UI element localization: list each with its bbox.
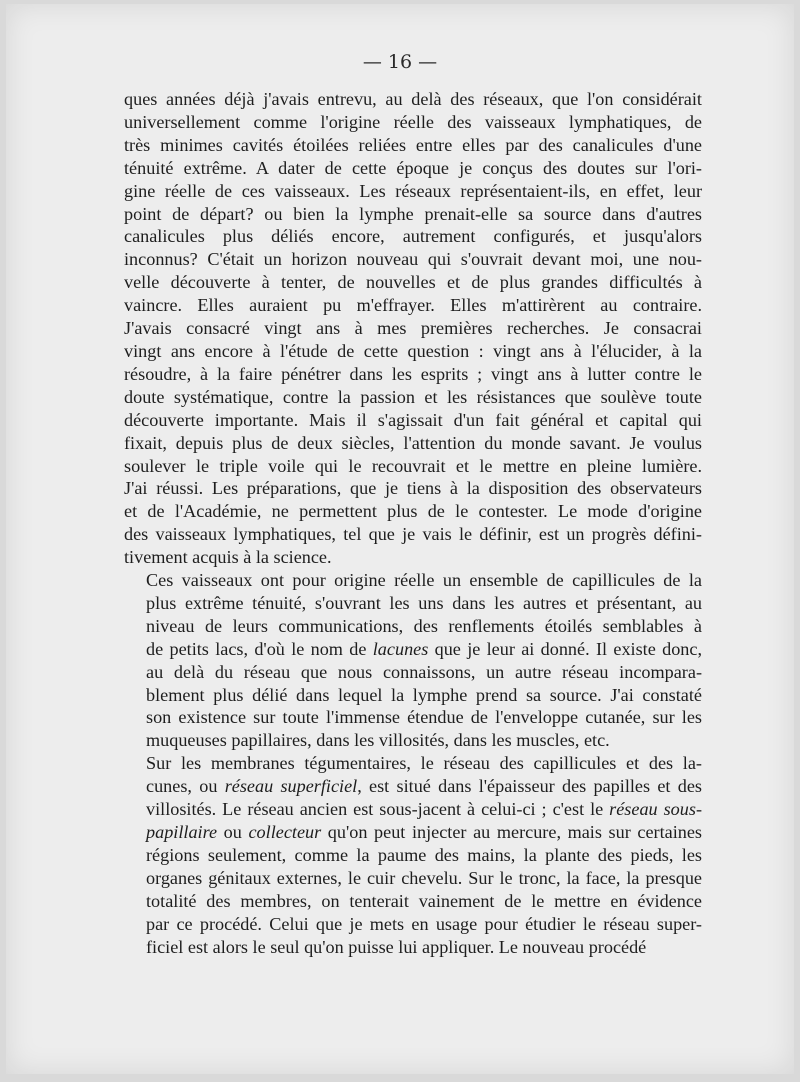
text-line: ténuité extrême. A dater de cette époque je conçus des doutes sur l'ori- <box>124 157 702 178</box>
text-line: ficiel est alors le seul qu'on puisse lui appliquer. Le nouveau procédé <box>146 936 647 957</box>
text-line: régions seulement, comme la paume des mains, la plante des pieds, les <box>146 844 702 865</box>
text-line: découverte importante. Mais il s'agissait d'un fait général et capital qui <box>124 409 702 430</box>
text-line: son existence sur toute l'immense étendue de l'enveloppe cutanée, sur les <box>146 707 702 728</box>
text-line: fixait, depuis plus de deux siècles, l'attention du monde savant. Je voulus <box>124 432 702 453</box>
page-number: — 16 — <box>362 51 438 73</box>
text-line: point de départ? ou bien la lymphe prenait-elle sa source dans d'autres <box>124 203 702 224</box>
text-line: universellement comme l'origine réelle des vaisseaux lymphatiques, de <box>124 111 702 132</box>
text-line: Ces vaisseaux ont pour origine réelle un ensemble de capillicules de la <box>146 570 702 591</box>
text-line: organes génitaux externes, le cuir chevelu. Sur le tronc, la face, la presque <box>146 867 702 888</box>
text-line: niveau de leurs communications, des renflements étoilés semblables à <box>146 615 702 636</box>
text-line: vingt ans encore à l'étude de cette question : vingt ans à l'élucider, à la <box>124 340 702 361</box>
document-page <box>6 4 794 1074</box>
text-line: canalicules plus déliés encore, autrement configurés, et jusqu'alors <box>124 226 702 247</box>
text-line: J'avais consacré vingt ans à mes premières recherches. Je consacrai <box>124 318 702 339</box>
text-line: plus extrême ténuité, s'ouvrant les uns dans les autres et présentant, au <box>146 592 702 613</box>
text-line: cunes, ou réseau superficiel, est situé dans l'épaisseur des papilles et des <box>146 776 702 797</box>
text-line: de petits lacs, d'où le nom de lacunes que je leur ai donné. Il existe donc, <box>146 638 703 659</box>
text-line: vaincre. Elles auraient pu m'effrayer. Elles m'attirèrent au contraire. <box>124 295 702 316</box>
text-line: très minimes cavités étoilées reliées entre elles par des canalicules d'une <box>124 134 702 155</box>
text-line: ques années déjà j'avais entrevu, au delà des réseaux, que l'on considérait <box>124 89 702 109</box>
text-line: J'ai réussi. Les préparations, que je tiens à la disposition des observateurs <box>124 478 702 499</box>
text-line: inconnus? C'était un horizon nouveau qui s'ouvrait devant moi, une nou- <box>124 249 702 270</box>
text-line: totalité des membres, on tenterait vainement de le mettre en évidence <box>146 890 702 911</box>
text-line: par ce procédé. Celui que je mets en usage pour étudier le réseau super- <box>146 913 702 934</box>
text-line: muqueuses papillaires, dans les villosités, dans les muscles, etc. <box>146 730 610 751</box>
text-line: soulever le triple voile qui le recouvrait et le mettre en pleine lumière. <box>124 455 702 476</box>
text-line: des vaisseaux lymphatiques, tel que je vais le définir, est un progrès défini- <box>124 524 702 545</box>
text-line: gine réelle de ces vaisseaux. Les réseaux représentaient-ils, en effet, leur <box>124 180 702 201</box>
text-line: tivement acquis à la science. <box>124 547 332 568</box>
text-line: résoudre, à la faire pénétrer dans les esprits ; vingt ans à lutter contre le <box>124 363 702 384</box>
text-line: et de l'Académie, ne permettent plus de le contester. Le mode d'origine <box>124 501 702 522</box>
text-line: blement plus délié dans lequel la lymphe prend sa source. J'ai constaté <box>146 684 702 705</box>
text-line: papillaire ou collecteur qu'on peut injecter au mercure, mais sur certaines <box>146 822 703 842</box>
text-line: doute systématique, contre la passion et les résistances que soulève toute <box>124 386 702 407</box>
body-text <box>124 88 702 958</box>
text-line: au delà du réseau que nous connaissons, un autre réseau incompara- <box>146 661 702 682</box>
paragraph-1 <box>124 88 702 569</box>
paragraph-2 <box>124 569 702 752</box>
text-line: Sur les membranes tégumentaires, le réseau des capillicules et des la- <box>146 753 702 774</box>
text-line: velle découverte à tenter, de nouvelles et de plus grandes difficultés à <box>124 272 702 293</box>
paragraph-3 <box>124 752 702 958</box>
text-line: villosités. Le réseau ancien est sous-jacent à celui-ci ; c'est le réseau sous- <box>146 799 702 820</box>
